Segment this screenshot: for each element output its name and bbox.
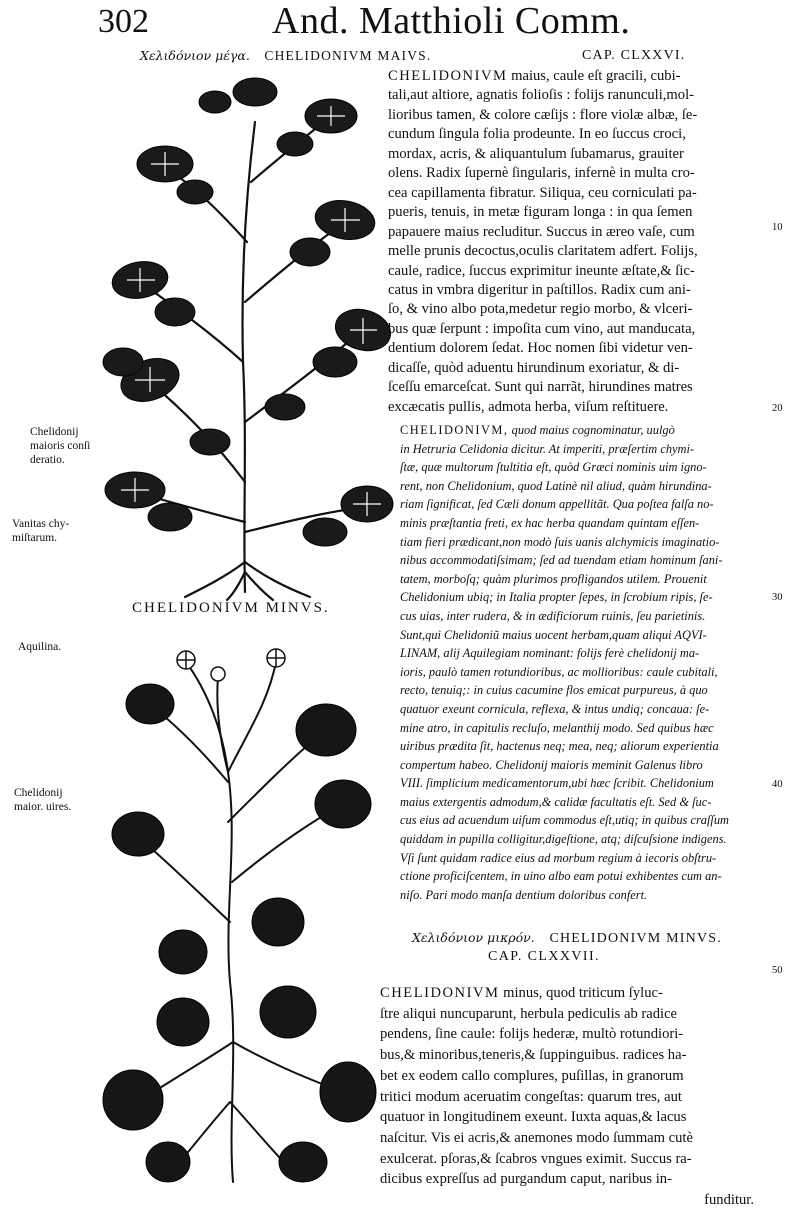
- chapter-176-commentary: [400, 421, 768, 904]
- text-line: cea capillamenta fibratur. Siliqua, ceu corniculati pa-: [388, 184, 697, 201]
- chapter-176-paragraph-1: [388, 67, 766, 417]
- text-line: quiddam in pupilla colligitur,digeſtione, atq; diſcuſsione indigens.: [400, 832, 727, 847]
- text-line: cus eius ad acuendum uiſum commodus eſt,utiq; in quibus craſſum: [400, 813, 730, 828]
- text-line: recto, tenuiq;: in cuius cacumine flos emicat purpureus, à quo: [400, 683, 708, 698]
- margin-note-vanitas: Vanitas chy- miſtarum.: [12, 518, 70, 544]
- chapter-number-176: CAP. CLXXVI.: [582, 48, 686, 63]
- text-line: excæcatis pullis, admota herba, viſum reſtituere.: [388, 398, 669, 415]
- text-line: mordax, acris, & aliquantulum ſubamarus, grauiter: [388, 145, 684, 162]
- woodcut-chelidonium-minus: [98, 622, 380, 1190]
- text-line: nibus accommodatiſsimam; ſed ad tuendam etiam hominum ſani-: [400, 553, 723, 568]
- latin-name-minus: CHELIDONIVM MINVS.: [549, 931, 722, 946]
- text-line: dicaſſe, quòd aduentu hirundinum exoriatur, & di-: [388, 359, 680, 376]
- text-line: papauere maius recluditur. Succus in æreo vaſe, cum: [388, 223, 695, 240]
- text-line: tiam fieri prædicant,non modò ſuis uanis alchymicis imaginatio-: [400, 534, 720, 549]
- text-line: exulcerat. pſoras,& ſcabros vngues eximit. Succus ra-: [380, 1150, 692, 1167]
- text-line: ſtre aliqui nuncuparunt, herbula pediculis ab radice: [380, 1005, 678, 1022]
- text-line: niſo. Pari modo manſa dentium doloribus confert.: [400, 887, 648, 902]
- margin-note-aquilina: Aquilina.: [18, 641, 62, 653]
- text-line: dicibus expreſſus ad purgandum caput, naribus in-: [380, 1171, 672, 1188]
- margin-note-consideratio: Chelidonij maioris conſi deratio.: [30, 426, 91, 466]
- woodcut-chelidonium-maius: [95, 62, 395, 602]
- chapter-177-paragraph: [380, 983, 768, 1211]
- text-line: olens. Radix ſupernè ſingularis, infernè in multa cro-: [388, 165, 695, 182]
- text-line: CHELIDONIVM, quod maius cognominatur, uulgò: [400, 423, 675, 437]
- chapter-177-heading: [412, 930, 722, 947]
- margin-note-uires: Chelidonij maior. uires.: [14, 787, 72, 813]
- text-line: rent, non Chelidonium, quod Latinè nil aliud, quàm hirundina-: [400, 478, 712, 493]
- lead-word: CHELIDONIVM: [388, 68, 508, 84]
- text-line: ioris, paulò tamen rotundioribus, ac mollioribus: caule cubitali,: [400, 664, 718, 679]
- figure-caption-minus: CHELIDONIVM MINVS.: [132, 600, 330, 616]
- text-line: naſcitur. Vis ei acris,& anemones modo ſummam cutè: [380, 1129, 693, 1146]
- text-line: tritici modum aceruatim congeſtas: quarum tres, aut: [380, 1088, 682, 1105]
- text-line: quatuor exeunt cornicula, reflexa, & intus undiq; concaua: ſe-: [400, 701, 710, 716]
- text-line: LINAM, alij Aquilegiam nominant: folijs ferè chelidonij ma-: [400, 646, 700, 661]
- line-number: 40: [772, 779, 783, 790]
- text-line: minis præſtantia freti, ex hac herba quandam quintam eſſen-: [400, 515, 700, 530]
- text-line: cundum ſingula folia prodeunte. In eo ſuccus croci,: [388, 126, 686, 143]
- text-line: bet ex eodem callo complures, puſillas, in granorum: [380, 1067, 684, 1084]
- text-line: ctione proficiſcentem, in uino albo eam potui exhibentes cum an-: [400, 869, 722, 884]
- text-line: caule, radice, ſuccus exprimitur ineunte æſtate,& ſic-: [388, 262, 695, 279]
- text-line: Chelidonium ubiq; in Italia propter ſepes, in ſcrobium ripis, ſe-: [400, 590, 713, 605]
- text-line: riam ſignificat, ſed Cæli donum appellitãt. Qua poſtea falſa no-: [400, 497, 714, 512]
- greek-name-minus: Χελιδόνιον μικρόν.: [412, 930, 535, 945]
- lead-word: CHELIDONIVM: [380, 985, 500, 1001]
- chapter-number-177: CAP. CLXXVII.: [488, 949, 600, 964]
- line-number: 30: [772, 592, 783, 603]
- text-line: tali,aut altiore, agnatis folioſis : folijs ranunculi,mol-: [388, 87, 694, 104]
- text-line: tatem, morboſq; quàm plurimos profligandos utilem. Prouenit: [400, 571, 707, 586]
- text-line: catus in vmbra digeritur in paſtillos. Radix cum ani-: [388, 281, 691, 298]
- running-title: And. Matthioli Comm.: [272, 0, 631, 42]
- text-line: dentium dolorem ſedat. Hoc nomen ſibi videtur ven-: [388, 340, 693, 357]
- text-line: ſo, & vino albo pota,medetur regio morbo, & vlceri-: [388, 301, 693, 318]
- lead-word: CHELIDONIVM,: [400, 423, 509, 437]
- text-line: ſtæ, quæ multorum ſtultitia eſt, quòd Græci nominis uim igno-: [400, 460, 707, 475]
- text-line: Sunt,qui Chelidoniũ maius uocent herbam,quam aliqui AQVI-: [400, 627, 707, 642]
- text-line: maius extergentis admodum,& calidæ facultatis eſt. Sed & ſuc-: [400, 794, 712, 809]
- line-number: 10: [772, 222, 783, 233]
- line-number: 50: [772, 965, 783, 976]
- text-line: compertum habeo. Chelidonij maioris meminit Galenus libro: [400, 757, 703, 772]
- text-line: Vſi ſunt quidam radice eius ad morbum regium à iecoris obſtru-: [400, 850, 717, 865]
- text-line: uiribus prædita ſit, hactenus neq; mea, neq; aliorum experientia: [400, 739, 719, 754]
- text-line: quatuor in longitudinem exeunt. Iuxta aquas,& lacus: [380, 1109, 687, 1126]
- text-line: lioribus tamen, & colore cæſijs : flore violæ albæ, ſe-: [388, 106, 698, 123]
- text-line: pueris, tenuis, in metæ figuram longa : in qua ſemen: [388, 204, 693, 221]
- text-line: mine atro, in capitulis recluſo, melanthij modo. Sed quibus hæc: [400, 720, 714, 735]
- greek-name-maius: Χελιδόνιον μέγα.: [140, 48, 250, 63]
- text-line: ſceſſu emarceſcat. Sunt qui narrãt, hirundines matres: [388, 379, 693, 396]
- text-line: funditur.: [704, 1192, 754, 1209]
- text-line: bus,& minoribus,teneris,& ſuppinguibus. radices ha-: [380, 1047, 687, 1064]
- line-number: 20: [772, 403, 783, 414]
- page-header: [0, 0, 787, 44]
- latin-name-maius: CHELIDONIVM MAIVS.: [264, 48, 432, 63]
- text-line: VIII. ſimplicium medicamentorum,ubi hæc ſcribit. Chelidonium: [400, 776, 714, 791]
- text-line: CHELIDONIVM minus, quod triticum ſyluc-: [380, 985, 663, 1001]
- text-line: pendens, ſine caule: folijs hederæ, multò rotundiori-: [380, 1026, 684, 1043]
- text-line: melle prunis decoctus,oculis claritatem adfert. Folijs,: [388, 243, 698, 260]
- page-number: 302: [98, 3, 149, 40]
- text-line: in Hetruria Celidonia dicitur. At imperiti, præſertim chymi-: [400, 441, 695, 456]
- text-line: bus quæ ſerpunt : impoſita cum vino, aut manducata,: [388, 320, 696, 337]
- text-line: CHELIDONIVM maius, caule eſt gracili, cubi-: [388, 68, 681, 84]
- text-line: cus uias, inter rudera, & in ædificiorum ruinis, ſeu parietinis.: [400, 608, 706, 623]
